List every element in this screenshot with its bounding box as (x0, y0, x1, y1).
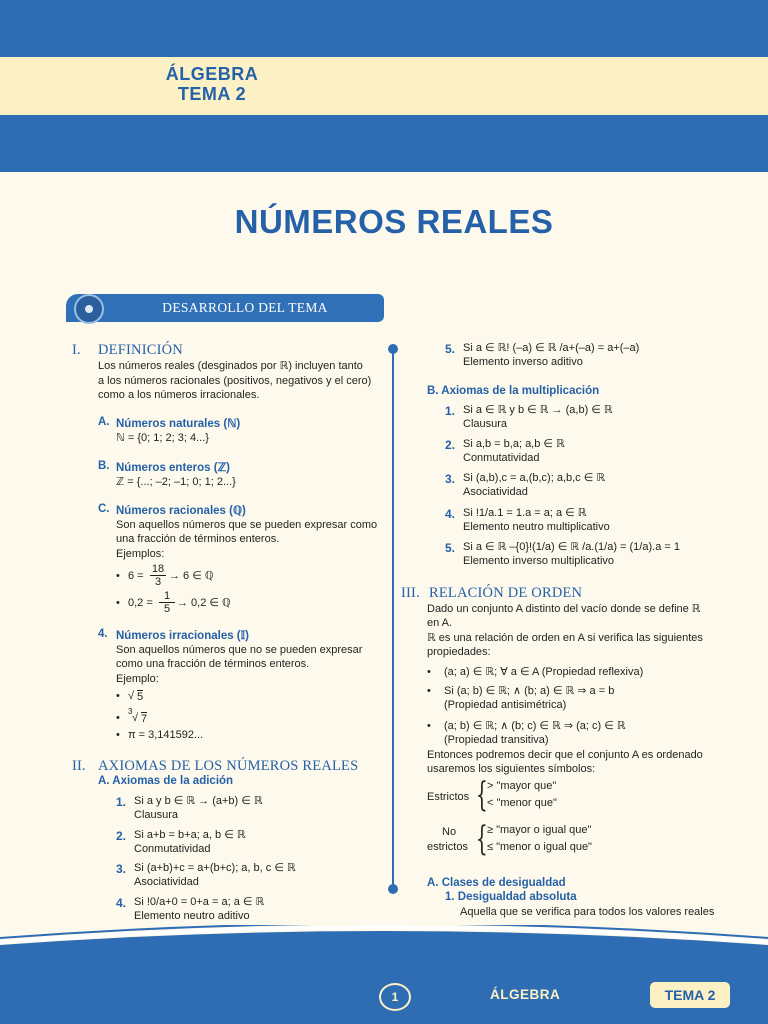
bullet-icon: • (427, 720, 431, 732)
header-subject: ÁLGEBRA (165, 64, 259, 84)
radicand: 5 (137, 691, 144, 703)
fraction-denominator: 5 (163, 603, 171, 615)
paragraph-line: a los números racionales (positivos, negativos y el cero) (98, 375, 372, 387)
left-brace-icon: { (475, 819, 488, 859)
paragraph-line: una fracción de términos enteros. (116, 533, 280, 545)
section-banner-label: DESARROLLO DEL TEMA (162, 300, 328, 315)
axiom-statement: Si a ∈ ℝ –{0}!(1/a) ∈ ℝ /a.(1/a) = (1/a).a = 1 (463, 541, 680, 553)
left-brace-icon: { (475, 775, 488, 815)
axiom-statement: Si a y b ∈ ℝ → (a+b) ∈ ℝ (134, 795, 263, 807)
paragraph-line: Los números reales (desginados por ℝ) incluyen tanto (98, 360, 363, 372)
item-number: 1. (445, 404, 456, 418)
subsection-letter: A. (98, 416, 110, 428)
examples-label: Ejemplo: (116, 673, 159, 685)
axiom-statement: Si a+b = b+a; a, b ∈ ℝ (134, 829, 246, 841)
divider-dot-top (388, 344, 398, 354)
item-number: 2. (445, 438, 456, 452)
fraction-denominator: 3 (154, 576, 162, 588)
paragraph-line: Son aquellos números que no se pueden expresar (116, 644, 363, 656)
item-number: 4. (116, 896, 127, 910)
paragraph-line: usaremos los siguientes símbolos: (427, 763, 596, 775)
bullet-icon: • (116, 712, 120, 724)
item-number: 5. (445, 342, 456, 356)
column-divider (392, 345, 394, 890)
subsection-title: B. Axiomas de la multiplicación (427, 385, 600, 397)
bullet-icon: • (116, 729, 120, 741)
header-bottom-band (0, 115, 768, 172)
property-statement: Si (a; b) ∈ ℝ; ∧ (b; a) ∈ ℝ ⇒ a = b (444, 685, 615, 697)
nonstrict-label: estrictos (427, 841, 468, 853)
axiom-name: Elemento inverso aditivo (463, 356, 583, 368)
paragraph-line: propiedades: (427, 646, 491, 658)
header-tema: TEMA 2 (177, 84, 247, 104)
bullet-icon: • (427, 666, 431, 678)
paragraph-line: ℝ es una relación de orden en A si verifica las siguientes (427, 632, 703, 644)
strict-label: Estrictos (427, 791, 470, 803)
axiom-statement: Si !0/a+0 = 0+a = a; a ∈ ℝ (134, 896, 265, 908)
axiom-name: Elemento neutro aditivo (134, 910, 250, 922)
page-number: 1 (379, 983, 411, 1011)
example-lhs: 0,2 = (128, 597, 153, 609)
section-3-title: RELACIÓN DE ORDEN (429, 585, 583, 601)
subsection-letter: C. (98, 503, 110, 515)
section-2-number: II. (72, 758, 86, 774)
bullet-icon: • (116, 690, 120, 702)
bullet-icon: • (116, 597, 120, 609)
axiom-name: Clausura (134, 809, 179, 821)
symbol-greater: > "mayor que" (487, 780, 557, 792)
item-number: 3. (116, 862, 127, 876)
paragraph-line: en A. (427, 617, 453, 629)
radicand: 7 (141, 713, 148, 725)
item-number: 3. (445, 472, 456, 486)
subsection-title: Números racionales (ℚ) (116, 505, 246, 517)
paragraph-line: Entonces podremos decir que el conjunto A es ordenado (427, 749, 703, 761)
axiom-name: Conmutatividad (134, 843, 211, 855)
sqrt-icon: √ (132, 712, 139, 724)
fraction-numerator: 18 (151, 563, 165, 575)
subsection-title: A. Axiomas de la adición (98, 775, 234, 787)
symbol-less: < "menor que" (487, 797, 557, 809)
footer-tema-badge: TEMA 2 (650, 982, 730, 1008)
bullet-icon: • (116, 570, 120, 582)
axiom-name: Conmutatividad (463, 452, 540, 464)
axiom-statement: Si a,b = b,a; a,b ∈ ℝ (463, 438, 565, 450)
example-pi: π = 3,141592... (128, 729, 204, 741)
section-1-title: DEFINICIÓN (98, 342, 183, 358)
set-definition: ℕ = {0; 1; 2; 3; 4...} (116, 432, 209, 444)
property-statement: (a; b) ∈ ℝ; ∧ (b; c) ∈ ℝ ⇒ (a; c) ∈ ℝ (444, 720, 626, 732)
subsection-letter: B. (98, 460, 110, 472)
paragraph-line: como a los números irracionales. (98, 389, 260, 401)
property-name: (Propiedad antisimétrica) (444, 699, 567, 711)
axiom-statement: Si a ∈ ℝ! (–a) ∈ ℝ /a+(–a) = a+(–a) (463, 342, 640, 354)
axiom-statement: Si !1/a.1 = 1.a = a; a ∈ ℝ (463, 507, 587, 519)
item-number: 1. (116, 795, 127, 809)
subsection-title: 1. Desigualdad absoluta (445, 891, 577, 903)
set-definition: ℤ = {...; –2; –1; 0; 1; 2...} (116, 476, 236, 488)
sqrt-icon: √ (128, 690, 135, 702)
example-rhs: → 6 ∈ ℚ (169, 570, 214, 582)
property-name: (Propiedad transitiva) (444, 734, 549, 746)
axiom-name: Elemento inverso multiplicativo (463, 555, 615, 567)
examples-label: Ejemplos: (116, 548, 165, 560)
axiom-name: Asociatividad (134, 876, 199, 888)
footer-wave (0, 925, 768, 1024)
example-lhs: 6 = (128, 570, 144, 582)
paragraph-line: como una fracción de términos enteros. (116, 658, 310, 670)
root-index: 3 (128, 707, 133, 716)
bullet-icon: • (427, 685, 431, 697)
paragraph-line: Aquella que se verifica para todos los valores reales (460, 906, 715, 918)
section-1-number: I. (72, 342, 81, 358)
section-2-title: AXIOMAS DE LOS NÚMEROS REALES (98, 758, 359, 774)
axiom-name: Asociatividad (463, 486, 528, 498)
item-number: 5. (445, 541, 456, 555)
page-title: NÚMEROS REALES (234, 203, 554, 240)
axiom-statement: Si (a+b)+c = a+(b+c); a, b, c ∈ ℝ (134, 862, 296, 874)
axiom-statement: Si (a,b),c = a,(b,c); a,b,c ∈ ℝ (463, 472, 606, 484)
example-rhs: → 0,2 ∈ ℚ (177, 597, 231, 609)
axiom-name: Clausura (463, 418, 508, 430)
divider-dot-bottom (388, 884, 398, 894)
footer-subject: ÁLGEBRA (490, 987, 561, 1002)
subsection-number: 4. (98, 628, 108, 640)
section-3-number: III. (401, 585, 420, 601)
fraction (159, 590, 175, 615)
fraction-numerator: 1 (159, 590, 175, 603)
header-top-band (0, 0, 768, 57)
axiom-statement: Si a ∈ ℝ y b ∈ ℝ → (a,b) ∈ ℝ (463, 404, 613, 416)
subsection-title: A. Clases de desigualdad (427, 877, 566, 889)
paragraph-line: Dado un conjunto A distinto del vacío donde se define ℝ (427, 603, 701, 615)
item-number: 2. (116, 829, 127, 843)
nonstrict-label: No (442, 826, 457, 838)
subsection-title: Números enteros (ℤ) (116, 462, 231, 474)
property-statement: (a; a) ∈ ℝ; ∀ a ∈ A (Propiedad reflexiva) (444, 666, 644, 678)
fraction (150, 563, 166, 588)
paragraph-line: Son aquellos números que se pueden expresar como (116, 519, 378, 531)
subsection-title: Números naturales (ℕ) (116, 418, 241, 430)
symbol-greater-equal: ≥ "mayor o igual que" (487, 824, 592, 836)
item-number: 4. (445, 507, 456, 521)
axiom-name: Elemento neutro multiplicativo (463, 521, 610, 533)
subsection-title: Números irracionales (𝕀) (116, 630, 249, 642)
symbol-less-equal: ≤ "menor o igual que" (487, 841, 592, 853)
